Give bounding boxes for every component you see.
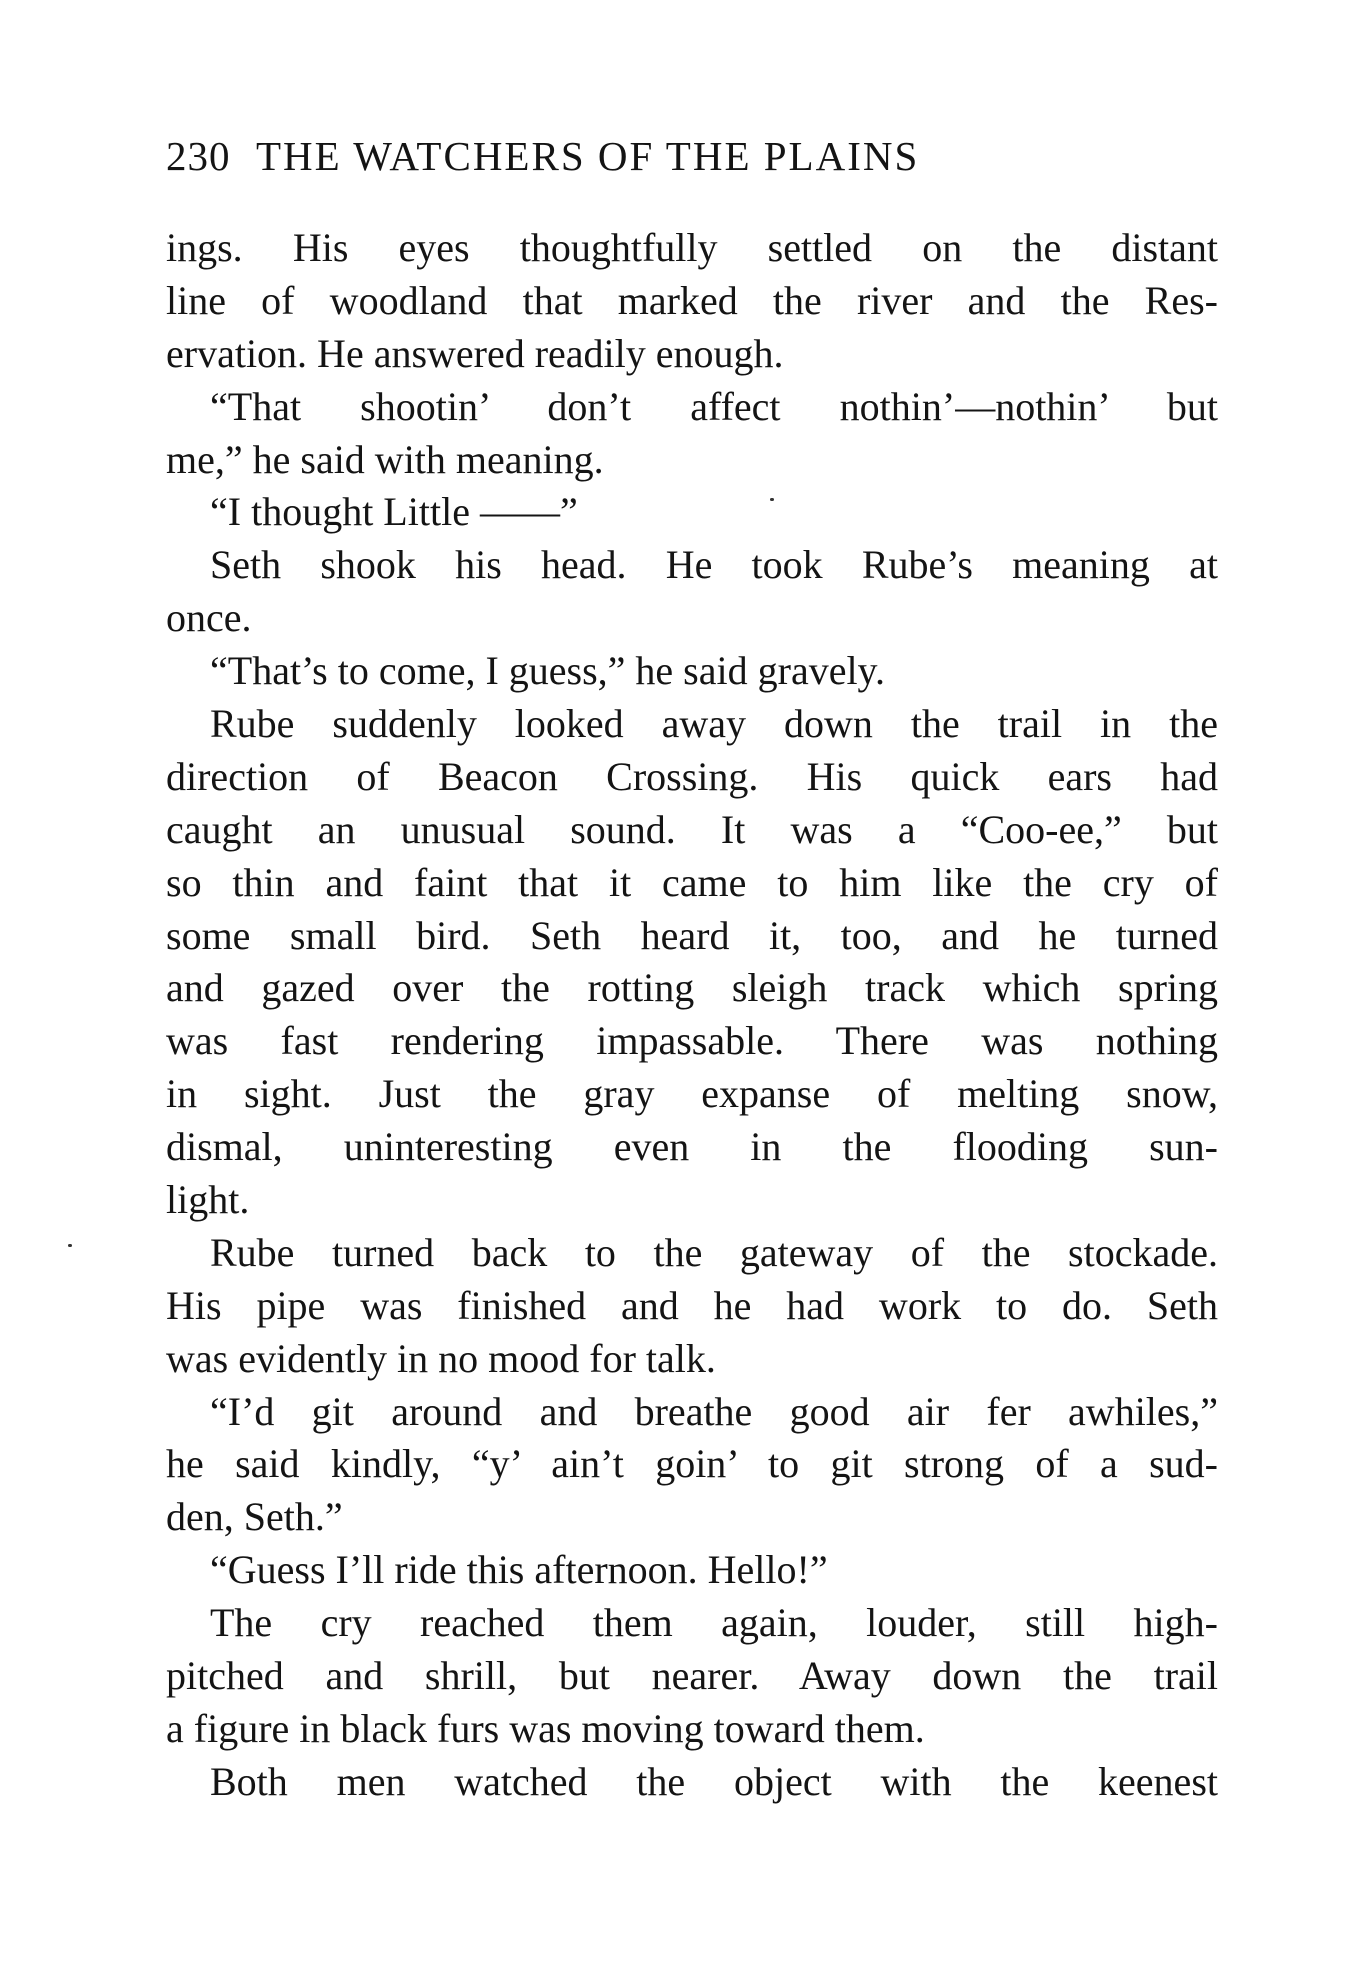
print-speck: [68, 1244, 72, 1247]
text-line: den, Seth.”: [166, 1494, 343, 1540]
text-line: so thin and faint that it came to him like the cry of: [166, 859, 1218, 905]
text-line: pitched and shrill, but nearer. Away down the trail: [166, 1653, 1218, 1699]
page-header: [166, 128, 1086, 184]
text-line: caught an unusual sound. It was a “Coo-ee,” but: [166, 806, 1218, 852]
text-line: was fast rendering impassable. There was nothing: [166, 1018, 1218, 1064]
text-line: Rube suddenly looked away down the trail in the: [210, 701, 1218, 747]
text-line: “That’s to come, I guess,” he said gravely.: [210, 648, 885, 694]
text-line: Rube turned back to the gateway of the stockade.: [210, 1229, 1218, 1275]
text-line: Both men watched the object with the keenest: [210, 1758, 1218, 1804]
text-line: and gazed over the rotting sleigh track which spring: [166, 965, 1218, 1011]
text-line: “I’d git around and breathe good air fer awhiles,”: [210, 1388, 1218, 1434]
text-line: once.: [166, 595, 252, 641]
print-speck: [770, 498, 774, 501]
text-line: Seth shook his head. He took Rube’s meaning at: [210, 542, 1218, 588]
text-line: direction of Beacon Crossing. His quick ears had: [166, 753, 1218, 799]
text-line: me,” he said with meaning.: [166, 436, 604, 482]
text-line: a figure in black furs was moving toward them.: [166, 1705, 925, 1751]
text-line: His pipe was finished and he had work to do. Seth: [166, 1282, 1218, 1328]
running-title: THE WATCHERS OF THE PLAINS: [256, 133, 920, 179]
text-line: “That shootin’ don’t affect nothin’—nothin’ but: [210, 383, 1218, 429]
text-line: dismal, uninteresting even in the flooding sun-: [166, 1124, 1218, 1170]
text-line: he said kindly, “y’ ain’t goin’ to git strong of a sud-: [166, 1441, 1218, 1487]
text-line: “Guess I’ll ride this afternoon. Hello!”: [210, 1547, 828, 1593]
text-line: ings. His eyes thoughtfully settled on the distant: [166, 225, 1218, 270]
text-line: light.: [166, 1177, 250, 1223]
text-line: line of woodland that marked the river and the Res-: [166, 277, 1218, 323]
text-line: was evidently in no mood for talk.: [166, 1335, 716, 1381]
body-text: [166, 222, 1218, 1809]
text-line: in sight. Just the gray expanse of melting snow,: [166, 1071, 1218, 1117]
page-number: 230: [166, 133, 231, 179]
text-line: ervation. He answered readily enough.: [166, 330, 784, 376]
text-line: The cry reached them again, louder, still high-: [210, 1600, 1218, 1646]
text-line: some small bird. Seth heard it, too, and he turned: [166, 912, 1218, 958]
text-line: “I thought Little ——”: [210, 489, 578, 535]
